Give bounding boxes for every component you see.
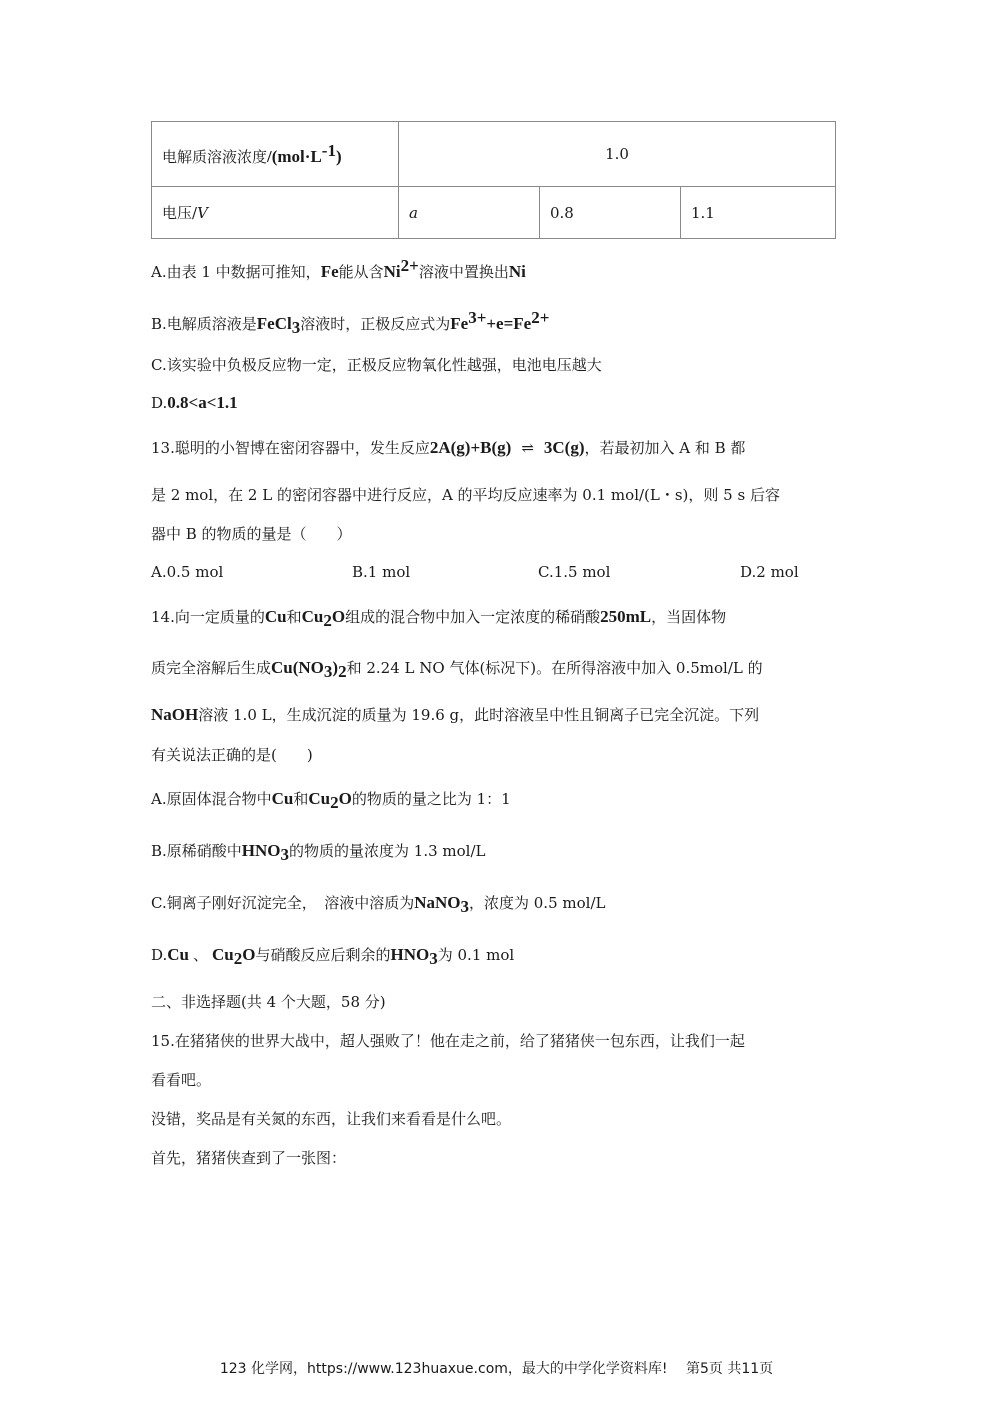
q13-line-1: 13.聪明的小智博在密闭容器中，发生反应2A(g)+B(g) ⇌ 3C(g)，若最初加入 A 和 B 都 <box>151 438 746 457</box>
page-footer: 123 化学网，https://www.123huaxue.com，最大的中学化学资料库! 第5页 共11页 <box>219 1361 774 1377</box>
table-cell-value: 1.0 <box>399 122 836 187</box>
cell-text: 电解质溶液浓度 <box>162 148 268 166</box>
q12-option-c: C.该实验中负极反应物一定，正极反应物氧化性越强，电池电压越大 <box>151 356 602 374</box>
data-table <box>151 121 836 239</box>
q13-line-2: 是 2 mol，在 2 L 的密闭容器中进行反应，A 的平均反应速率为 0.1 mol/(L・s)，则 5 s 后容 <box>151 486 780 504</box>
table-row <box>152 122 836 187</box>
unit-text: /(mol·L <box>267 147 322 166</box>
table-cell-label <box>152 122 399 187</box>
q14-option-c: C.铜离子刚好沉淀完全， 溶液中溶质为NaNO$_3$，浓度为 0.5 mol/L <box>151 893 606 916</box>
q13-option-d: D.2 mol <box>740 563 799 581</box>
q13-line-3: 器中 B 的物质的量是（ ） <box>151 525 352 543</box>
q14-line-4: 有关说法正确的是( ) <box>151 746 313 764</box>
q14-option-d: D.Cu 、 $Cu_2O$与硝酸反应后剩余的$HNO_3$为 0.1 mol <box>151 945 515 968</box>
q14-option-a: A.原固体混合物中Cu和$Cu_2O$的物质的量之比为 1：1 <box>151 789 511 812</box>
q12-option-d: D.0.8<a<1.1 <box>151 393 238 412</box>
q14-option-b: B.原稀硝酸中$HNO_3$的物质的量浓度为 1.3 mol/L <box>151 841 486 864</box>
q13-option-a: A.0.5 mol <box>151 563 224 581</box>
q14-line-2: 质完全溶解后生成$Cu(NO_3)_2$和 2.24 L NO 气体(标况下)。在所得溶液中加入 0.5mol/L 的 <box>151 658 763 681</box>
table-cell-value: 0.8 <box>540 187 681 239</box>
table-cell-value: 1.1 <box>681 187 836 239</box>
q14-line-3: NaOH溶液 1.0 L，生成沉淀的质量为 19.6 g，此时溶液呈中性且铜离子已完全沉淀。下列 <box>151 705 760 724</box>
cell-text: 电压/ <box>162 204 198 222</box>
q14-line-1: 14.向一定质量的Cu和$Cu_2O$组成的混合物中加入一定浓度的稀硝酸250mL，当固体物 <box>151 607 727 630</box>
table-cell-value: a <box>399 187 540 239</box>
q13-option-b: B.1 mol <box>352 563 411 581</box>
q15-line-2: 看看吧。 <box>151 1071 212 1089</box>
q12-option-b: B.电解质溶液是FeCl$_3$溶液时，正极反应式为$Fe^{3+}+e=Fe^{2+}$ <box>151 308 550 337</box>
q15-line-1: 15.在猪猪侠的世界大战中，超人强败了！他在走之前，给了猪猪侠一包东西，让我们一起 <box>151 1032 745 1050</box>
q13-option-c: C.1.5 mol <box>538 563 611 581</box>
q15-line-3: 没错，奖品是有关氮的东西，让我们来看看是什么吧。 <box>151 1110 512 1128</box>
table-row <box>152 187 836 239</box>
unit-end: ) <box>335 147 342 166</box>
section-heading: 二、非选择题(共 4 个大题，58 分) <box>151 993 386 1011</box>
unit-sup: -1 <box>321 141 336 160</box>
unit-text: V <box>197 204 208 222</box>
q12-option-a: A.由表 1 中数据可推知，Fe能从含$Ni^{2+}$溶液中置换出Ni <box>151 256 526 281</box>
q15-line-4: 首先，猪猪侠查到了一张图： <box>151 1149 347 1167</box>
table-cell-label <box>152 187 399 239</box>
